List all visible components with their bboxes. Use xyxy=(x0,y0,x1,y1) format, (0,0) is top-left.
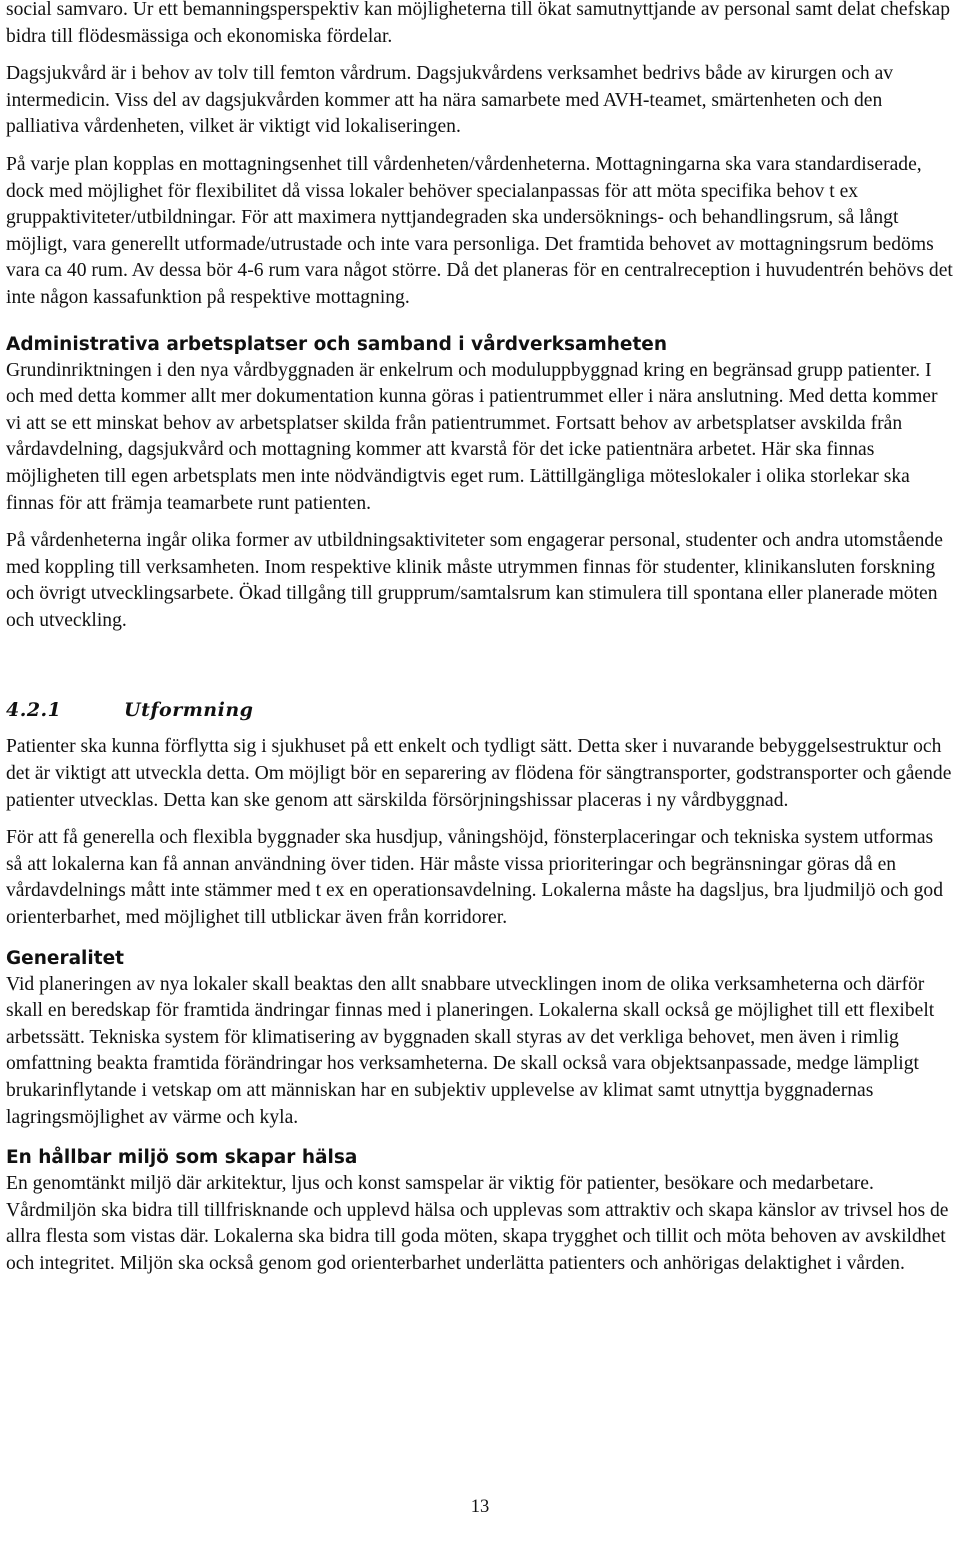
paragraph-utbildningsaktiviteter: På vårdenheterna ingår olika former av utbildningsaktiviteter som engagerar personal, studenter och andra utomstående med koppling till verksamheten. Inom respektive klinik måste utrymmen finnas för studenter, klinikansluten forskning och övrigt utvecklingsarbete. Ökad tillgång till grupprum/samtalsrum kan stimulera till spontana eller planerade möten och utveckling. xyxy=(6,530,943,631)
page-content xyxy=(6,0,954,1278)
paragraph-forflytta: Patienter ska kunna förflytta sig i sjukhuset på ett enkelt och tydligt sätt. Detta sker i nuvarande bebyggelsestruktur och det är viktigt att utveckla detta. Om möjligt bör en separering av flödena för sängtransporter, godstransporter och gående patienter utvecklas. Detta kan ske genom att särskilda försörjningshissar placeras i ny vårdbyggnad. xyxy=(6,736,952,811)
paragraph-generella-byggnader: För att få generella och flexibla byggnader ska husdjup, våningshöjd, fönsterplaceringar och tekniska system utformas så att lokalerna kan få annan användning över tiden. Här måste vissa prioriteringar och begränsningar göras då en vårdavdelnings mått inte stämmer med t ex en operationsavdelning. Lokalerna måste ha dagsljus, bra ljudmiljö och god orienterbarhet, med möjlighet till utblickar även från korridorer. xyxy=(6,827,943,929)
paragraph-mottagning: På varje plan kopplas en mottagningsenhet till vårdenheten/vårdenheterna. Mottagningarna ska vara standardiserade, dock med möjlighet för flexibilitet då vissa lokaler behöver specialanpassas för att möta specifika behov t ex gruppaktiviteter/utbildningar. För att maximera nyttjandegraden ska undersöknings- och behandlingsrum, så långt möjligt, vara generellt utformade/utrustade och inte vara personliga. Det framtida behovet av mottagningsrum bedöms vara ca 40 rum. Av dessa bör 4-6 rum vara något större. Då det planeras för en centralreception i huvudentrén behövs det inte någon kassafunktion på respektive mottagning. xyxy=(6,153,953,308)
paragraph-grundinriktning: Grundinriktningen i den nya vårdbyggnaden är enkelrum och moduluppbyggnad kring en begränsad grupp patienter. I och med detta kommer allt mer dokumentation kunna göras i patientrummet eller i nära anslutning. Med detta kommer vi att se ett minskat behov av arbetsplatser skilda från patientrummet. Fortsatt behov av arbetsplatser avskilda från vårdavdelning, dagsjukvård och mottagning kommer att kvarstå för det icke patientnära arbetet. Här ska finnas möjligheten till egen arbetsplats men inte nödvändigtvis eget rum. Lättillgängliga möteslokaler i olika storlekar ska finnas för att främja teamarbete runt patienten. xyxy=(6,359,938,514)
paragraph-generalitet: Vid planeringen av nya lokaler skall beaktas den allt snabbare utvecklingen inom de olika verksamheterna och därför skall en beredskap för framtida ändringar finnas med i planeringen. Lokalerna skall också ge möjlighet till ett flexibelt arbetssätt. Tekniska system för klimatisering av byggnaden skall styras av det verkliga behovet, men även i rimlig omfattning beakta framtida förändringar hos verksamheterna. De skall också vara objektsanpassade, medge lämpligt brukarinflytande i vetskap om att människan har en subjektiv upplevelse av klimat samt utnyttja byggnadernas lagringsmöjlighet av värme och kyla. xyxy=(6,973,935,1128)
heading-title: Utformning xyxy=(124,699,254,722)
paragraph-dagsjukvard: Dagsjukvård är i behov av tolv till femton vårdrum. Dagsjukvårdens verksamhet bedrivs både av kirurgen och av intermedicin. Viss del av dagsjukvården kommer att ha nära samarbete med AVH-teamet, smärtenheten och den palliativa vårdenheten, vilket är viktigt vid lokaliseringen. xyxy=(6,63,894,138)
paragraph-hallbar-miljo: En genomtänkt miljö där arkitektur, ljus och konst samspelar är viktig för patienter, besökare och medarbetare. Vårdmiljön ska bidra till tillfrisknande och upplevd hälsa och upplevas som attraktiv och skapa känslor av trivsel hos de allra flesta som vistas där. Lokalerna ska bidra till goda möten, skapa trygghet och tillit och möta behoven av avskildhet och integritet. Miljön ska också genom god orienterbarhet underlätta patienters och anhörigas delaktighet i vården. xyxy=(6,1173,949,1274)
page-number: 13 xyxy=(470,1497,490,1517)
heading-utformning xyxy=(6,696,954,724)
heading-administrativa-arbetsplatser: Administrativa arbetsplatser och samband i vårdverksamheten xyxy=(6,333,668,355)
heading-number: 4.2.1 xyxy=(6,699,62,722)
heading-hallbar-miljo: En hållbar miljö som skapar hälsa xyxy=(6,1147,358,1169)
heading-generalitet: Generalitet xyxy=(6,947,124,969)
paragraph-social-samvaro: social samvaro. Ur ett bemanningsperspektiv kan möjligheterna till ökat samutnyttjande av personal samt delat chefskap bidra till flödesmässiga och ekonomiska fördelar. xyxy=(6,0,951,47)
